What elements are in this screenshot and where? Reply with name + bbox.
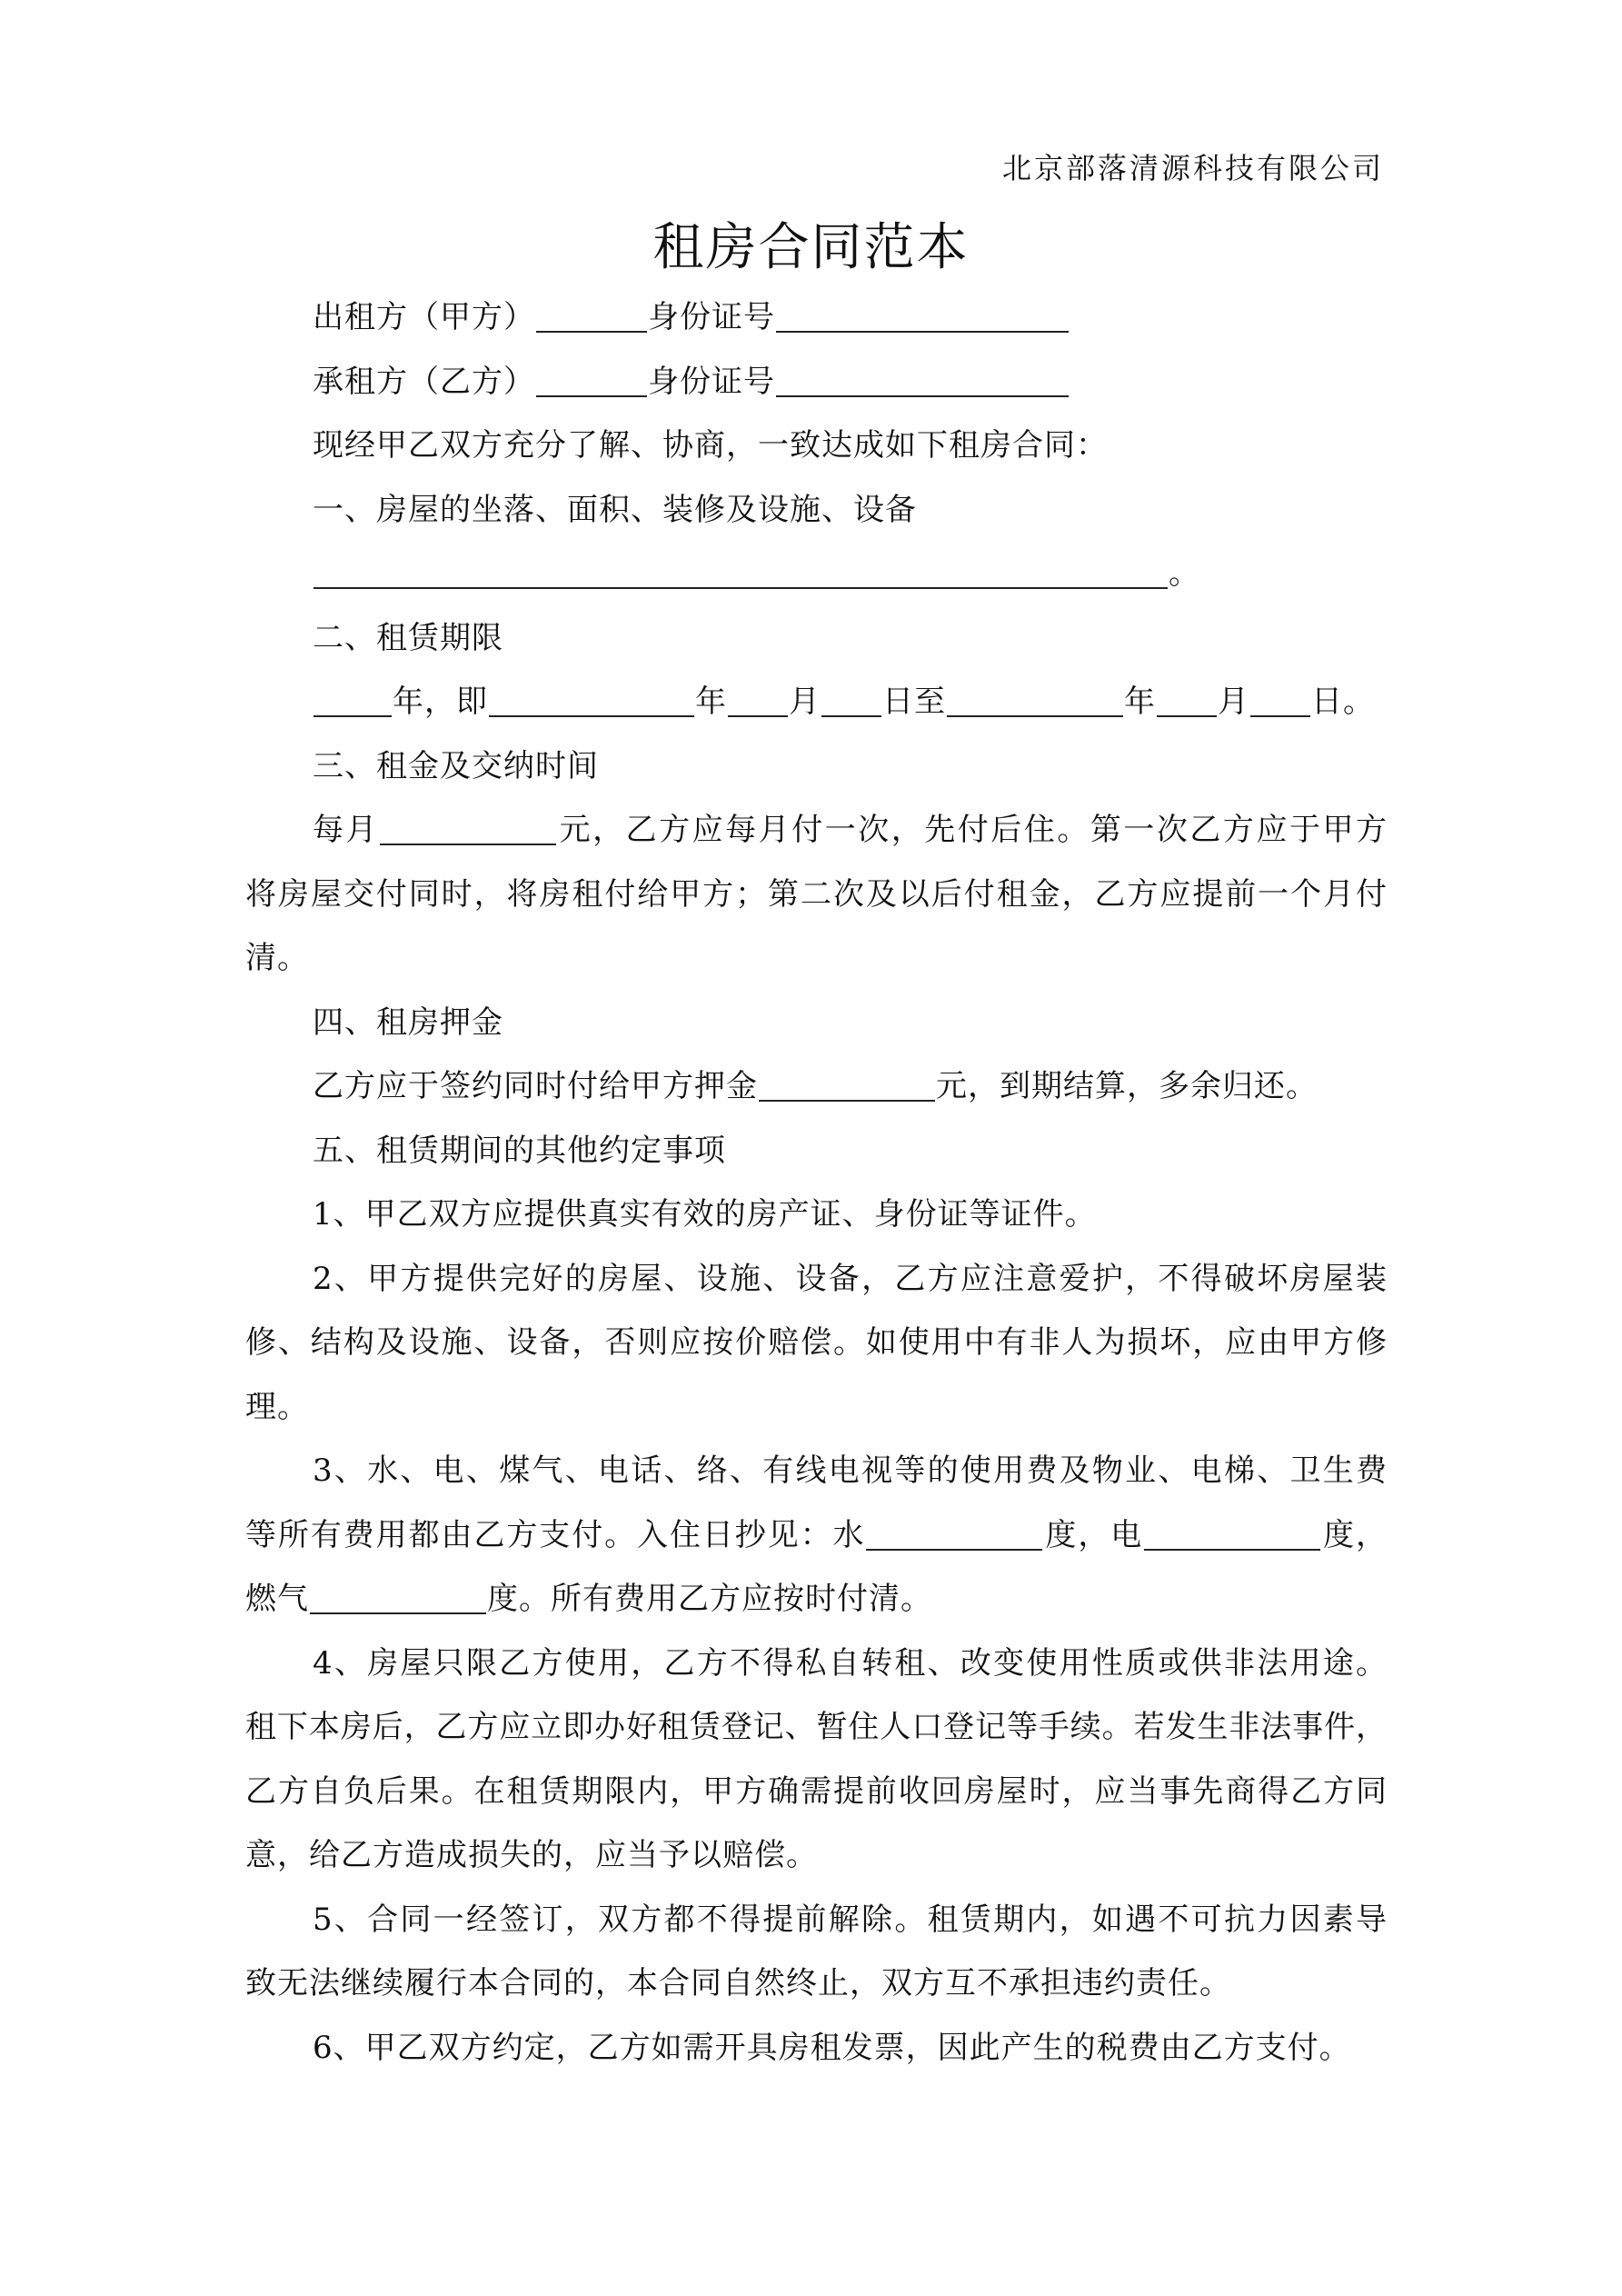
line-text: 乙方应于签约同时付给甲方押金 [313,1068,758,1104]
line-text: 一、房屋的坐落、面积、装修及设施、设备 [313,491,917,528]
line-text: 年 [695,684,727,720]
line-text: 度， [1321,1516,1388,1553]
fill-in-blank[interactable] [310,1580,486,1614]
document-title: 租房合同范本 [652,218,970,277]
contract-line [245,1054,1387,1119]
contract-line [245,350,1387,414]
line-text: 将房屋交付同时，将房租付给甲方；第二次及以后付租金，乙方应提前一个月付 [245,875,1387,913]
line-text: 等所有费用都由乙方支付。入住日抄见：水 [245,1516,866,1553]
contract-line [245,1247,1387,1312]
line-text: 二、租赁期限 [313,619,503,656]
contract-line [245,1760,1387,1824]
line-text: 承租方（乙方） [313,363,535,400]
contract-body [245,285,1387,2080]
line-text: 出租方（甲方） [313,299,535,335]
fill-in-blank[interactable] [866,1516,1042,1551]
contract-line [245,1375,1387,1440]
fill-in-blank[interactable] [489,683,694,717]
contract-line [245,1695,1387,1760]
fill-in-blank[interactable] [1157,683,1217,717]
line-text: 6、甲乙双方约定，乙方如需开具房租发票，因此产生的税费由乙方支付。 [313,2029,1351,2066]
contract-line [245,1632,1387,1696]
contract-line [245,542,1387,606]
line-text: 身份证号 [648,363,775,400]
line-text: 三、租金及交纳时间 [313,747,599,784]
contract-line [245,734,1387,799]
contract-line [245,863,1387,927]
line-text: 燃气 [245,1581,309,1617]
line-text: 现经甲乙双方充分了解、协商，一致达成如下租房合同： [313,427,1108,464]
contract-line [245,926,1387,991]
line-text: 日。 [1311,684,1375,720]
company-name: 北京部落清源科技有限公司 [1001,151,1384,185]
fill-in-blank[interactable] [380,811,556,845]
contract-line [245,414,1387,478]
line-text: 元，到期结算，多余归还。 [936,1068,1318,1104]
line-text: 。 [1169,555,1200,592]
fill-in-blank[interactable] [313,683,392,717]
contract-line [245,1311,1387,1375]
contract-line [245,606,1387,671]
line-text: 月 [789,684,821,720]
contract-line [245,798,1387,863]
line-text: 年 [1124,684,1156,720]
line-text: 3、水、电、煤气、电话、络、有线电视等的使用费及物业、电梯、卫生费 [313,1452,1387,1489]
line-text: 日至 [882,684,946,720]
fill-in-blank[interactable] [536,363,647,397]
contract-line [245,991,1387,1055]
line-text: 清。 [245,940,309,976]
line-text: 致无法继续履行本合同的，本合同自然终止，双方互不承担违约责任。 [245,1965,1231,2002]
contract-line [245,1439,1387,1503]
contract-line [245,1567,1387,1632]
contract-line [245,285,1387,350]
line-text: 五、租赁期间的其他约定事项 [313,1132,726,1169]
line-text: 4、房屋只限乙方使用，乙方不得私自转租、改变使用性质或供非法用途。 [313,1644,1387,1682]
fill-in-blank[interactable] [1144,1516,1320,1551]
line-text: 2、甲方提供完好的房屋、设施、设备，乙方应注意爱护，不得破坏房屋装 [313,1260,1387,1297]
line-text: 身份证号 [648,299,775,335]
fill-in-blank[interactable] [536,298,647,333]
fill-in-blank[interactable] [1250,683,1310,717]
fill-in-blank[interactable] [776,363,1069,397]
contract-line [245,478,1387,543]
line-text: 年，即 [393,684,488,720]
line-text: 四、租房押金 [313,1003,503,1041]
fill-in-blank[interactable] [728,683,788,717]
line-text: 5、合同一经签订，双方都不得提前解除。租赁期内，如遇不可抗力因素导 [313,1901,1387,1938]
contract-line [245,1823,1387,1888]
fill-in-blank[interactable] [947,683,1123,717]
line-text: 租下本房后，乙方应立即办好租赁登记、暂住人口登记等手续。若发生非法事件， [245,1709,1387,1745]
contract-line [245,670,1387,734]
line-text: 意，给乙方造成损失的，应当予以赔偿。 [245,1837,818,1873]
line-text: 每月 [313,812,380,848]
line-text: 度。所有费用乙方应按时付清。 [487,1581,932,1617]
line-text: 理。 [245,1388,309,1425]
contract-line [245,1888,1387,1952]
fill-in-blank[interactable] [821,683,881,717]
contract-line [245,1119,1387,1183]
line-text: 度，电 [1043,1516,1144,1553]
fill-in-blank[interactable] [313,554,1168,589]
line-text: 修、结构及设施、设备，否则应按价赔偿。如使用中有非人为损坏，应由甲方修 [245,1324,1387,1361]
contract-line [245,1183,1387,1247]
contract-line [245,1952,1387,2016]
line-text: 乙方自负后果。在租赁期限内，甲方确需提前收回房屋时，应当事先商得乙方同 [245,1772,1387,1810]
fill-in-blank[interactable] [776,298,1069,333]
line-text: 1、甲乙双方应提供真实有效的房产证、身份证等证件。 [313,1196,1097,1233]
fill-in-blank[interactable] [759,1067,935,1102]
contract-line [245,1503,1387,1568]
contract-line [245,2016,1387,2081]
line-text: 元，乙方应每月付一次，先付后住。第一次乙方应于甲方 [557,812,1388,848]
line-text: 月 [1218,684,1249,720]
